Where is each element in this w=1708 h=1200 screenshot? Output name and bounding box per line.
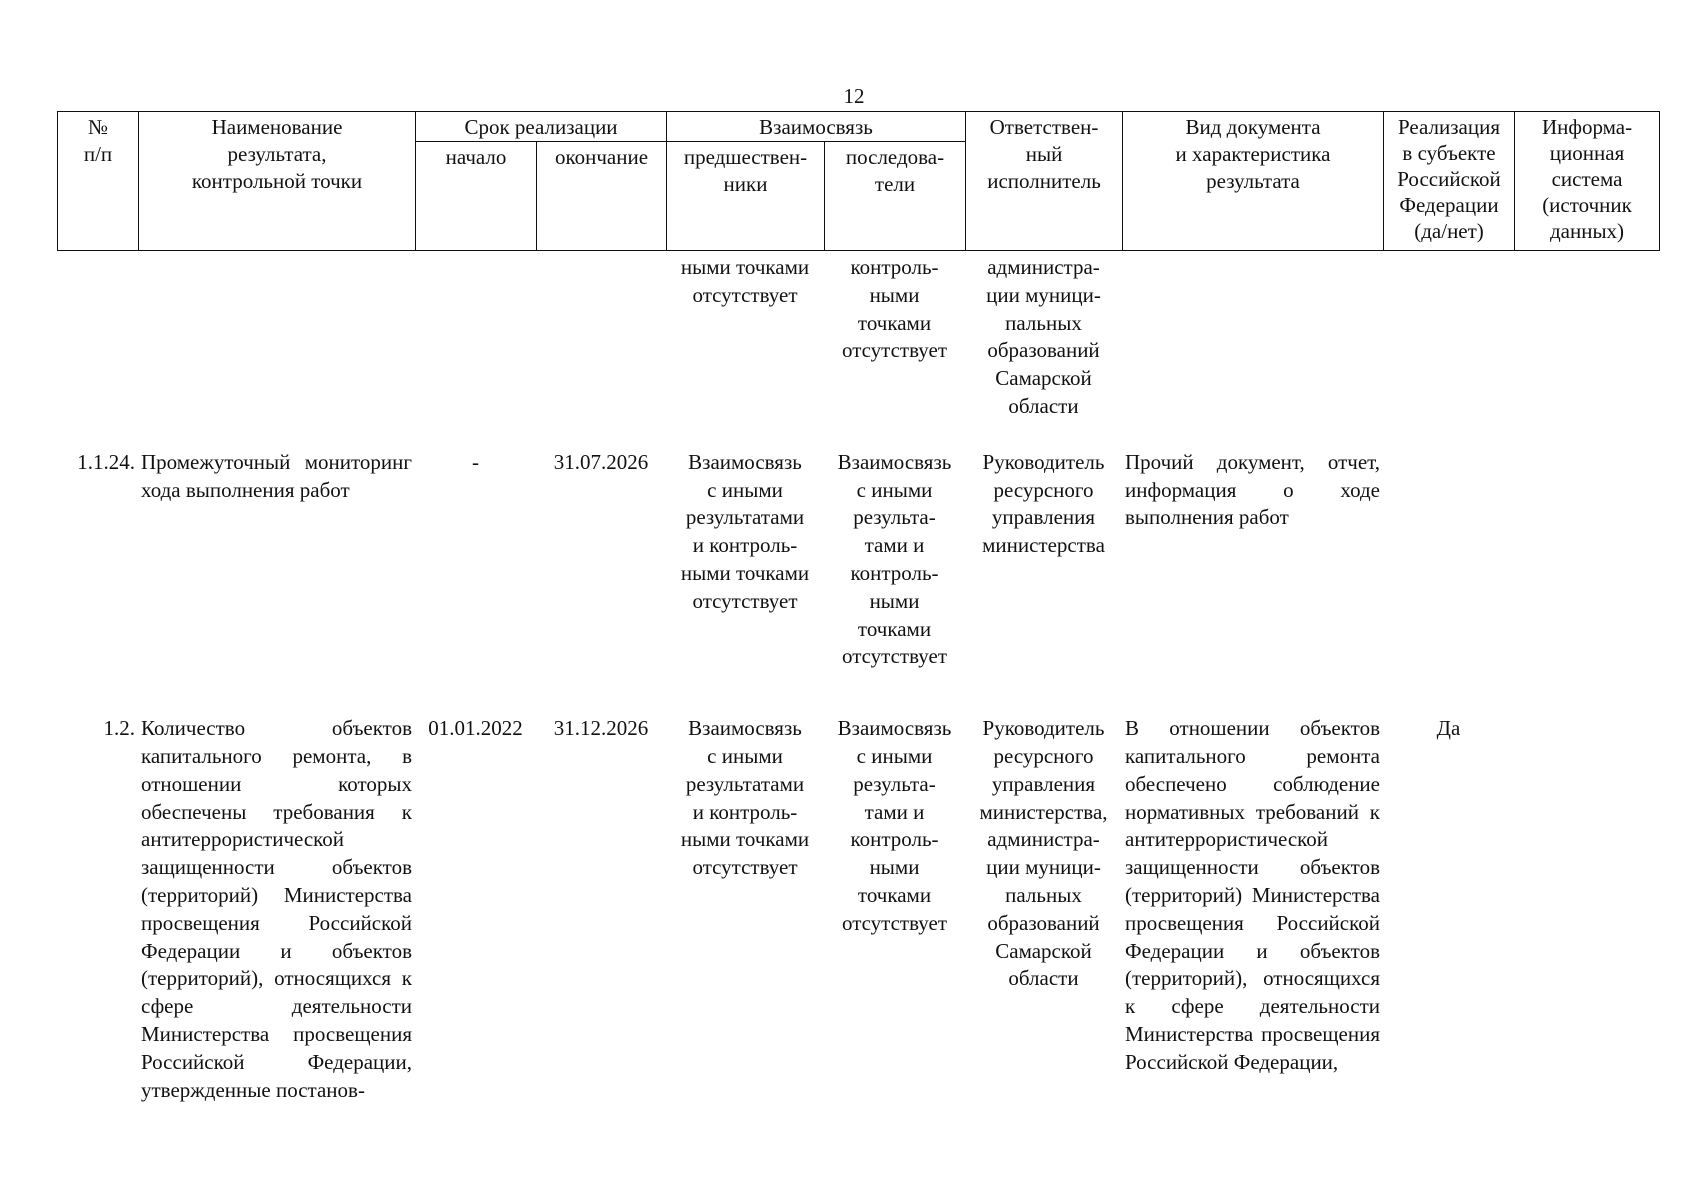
header-relation-prev: предшествен- ники: [667, 142, 825, 251]
header-num: № п/п: [58, 112, 139, 251]
row-name: Промежуточный мониторинг хода выполнения работ: [141, 449, 412, 502]
row-end: 31.12.2026: [553, 716, 649, 741]
row-end: 31.07.2026: [553, 449, 649, 474]
row-region: [1383, 252, 1514, 447]
row-end: [536, 252, 666, 447]
row-name: Количество объектов капитального ремонта, в отношении которых обеспечены требования к антитеррористической защищенности объектов (территорий) Министерства просвещения Российской Федерации и объектов (территорий), относящихся к сфере деятельности Министерства просвещения Российской Федерации, утвержденные постанов-: [141, 716, 412, 1102]
row-responsible: Руководитель ресурсного управления министерства: [982, 449, 1105, 558]
row-info: [1514, 252, 1659, 447]
row-region: Да: [1436, 716, 1461, 741]
row-num: [57, 252, 138, 447]
row-start: 01.01.2022: [428, 716, 523, 741]
row-info: [1514, 713, 1659, 1104]
row-num: 1.1.24.: [77, 449, 135, 474]
header-relation: Взаимосвязь: [667, 112, 966, 142]
row-doc: В отношении объектов капитального ремонта обеспечено соблюдение нормативных требований к антитеррористической защищенности объектов (территорий) Министерства просвещения Российской Федерации и объектов (территорий), относящихся к сфере деятельности Министерства просвещения Российской Федерации,: [1125, 716, 1380, 1074]
header-info-system: Информа- ционная система (источник данных): [1515, 112, 1660, 251]
header-region: Реализация в субъекте Российской Федерации (да/нет): [1384, 112, 1515, 251]
row-doc: [1122, 252, 1383, 447]
row-next: контроль- ными точками отсутствует: [841, 255, 948, 363]
header-relation-next: последова- тели: [825, 142, 966, 251]
row-responsible: Руководитель ресурсного управления министерства, администра- ции муници- пальных образований Самарской области: [979, 716, 1108, 991]
header-term: Срок реализации: [416, 112, 667, 142]
header-term-start: начало: [416, 142, 537, 251]
row-region: [1383, 447, 1514, 713]
row-start: [415, 252, 536, 447]
row-info: [1514, 447, 1659, 713]
row-responsible: администра- ции муници- пальных образований Самарской области: [986, 255, 1101, 418]
row-start: -: [472, 449, 479, 474]
row-next: Взаимосвязь с иными результа- тами и контроль- ными точками отсутствует: [837, 449, 952, 669]
row-prev: ными точками отсутствует: [680, 255, 810, 307]
row-name: [138, 252, 415, 447]
header-term-end: окончание: [537, 142, 667, 251]
table-body: [57, 252, 1659, 1104]
page-number: 12: [843, 84, 865, 108]
row-num: 1.2.: [103, 716, 135, 741]
row-doc: Прочий документ, отчет, информация о ходе выполнения работ: [1125, 449, 1380, 530]
row-next: Взаимосвязь с иными результа- тами и контроль- ными точками отсутствует: [837, 716, 952, 935]
header-doc-type: Вид документа и характеристика результата: [1123, 112, 1384, 251]
header-name: Наименование результата, контрольной точки: [139, 112, 416, 251]
table-header: [57, 111, 1660, 251]
row-prev: Взаимосвязь с иными результатами и контроль- ными точками отсутствует: [680, 716, 810, 880]
header-responsible: Ответствен- ный исполнитель: [966, 112, 1123, 251]
row-prev: Взаимосвязь с иными результатами и контроль- ными точками отсутствует: [680, 449, 810, 613]
